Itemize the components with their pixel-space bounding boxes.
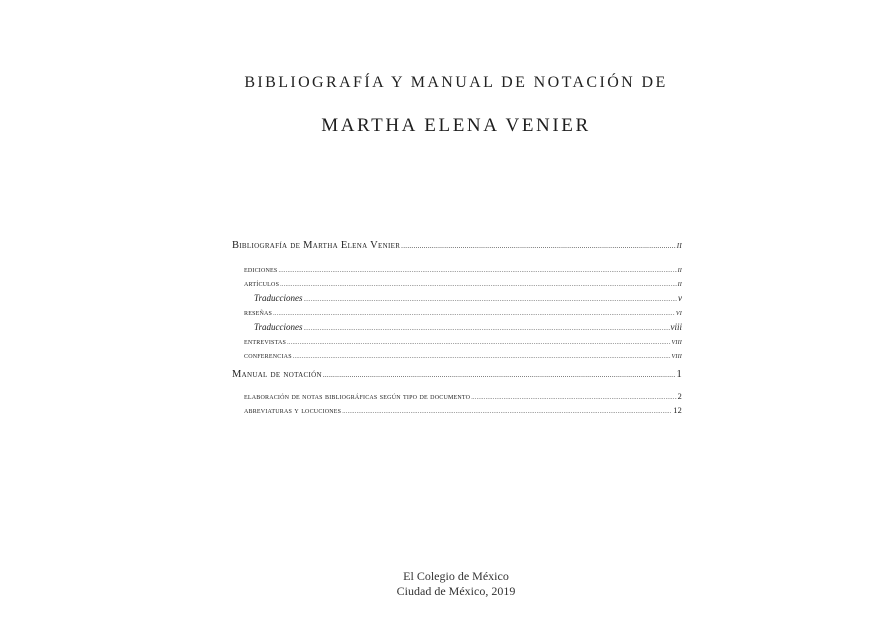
toc-entry-page: 1 <box>676 369 682 380</box>
toc-entry-label: abreviaturas y locuciones <box>244 406 342 415</box>
toc-entry-conferencias <box>244 351 682 360</box>
toc-entry-ediciones <box>244 265 682 274</box>
toc-leader-dots <box>323 371 676 379</box>
toc-entry-entrevistas <box>244 337 682 346</box>
toc-entry-resenas <box>244 308 682 317</box>
toc-entry-page: v <box>678 293 682 303</box>
toc-entry-abreviaturas <box>244 406 682 415</box>
toc-entry-label: conferencias <box>244 351 292 360</box>
toc-entry-label: Traducciones <box>254 322 303 332</box>
toc-entry-page: 12 <box>673 406 682 415</box>
toc-entry-traducciones-resenas <box>254 322 682 332</box>
toc-leader-dots <box>401 242 676 250</box>
toc-entry-manual <box>232 369 682 380</box>
toc-entry-page: ii <box>677 279 682 288</box>
toc-leader-dots <box>287 340 670 346</box>
toc-entry-elaboracion <box>244 392 682 401</box>
title-line-1: BIBLIOGRAFÍA Y MANUAL DE NOTACIÓN DE <box>244 74 668 91</box>
toc-entry-page: viii <box>671 351 682 360</box>
toc-entry-label: elaboración de notas bibliográficas según tipo de documento <box>244 392 471 401</box>
toc-entry-label: Traducciones <box>254 293 303 303</box>
toc-entry-articulos <box>244 279 682 288</box>
toc-entry-page: ii <box>676 240 682 251</box>
toc-entry-page: viii <box>671 337 682 346</box>
toc-entry-label: Bibliografía de Martha Elena Venier <box>232 240 401 251</box>
toc-entry-page: ii <box>677 265 682 274</box>
toc-entry-page: vi <box>675 308 682 317</box>
toc-leader-dots <box>280 282 676 288</box>
toc-entry-page: viii <box>670 322 682 332</box>
toc-entry-label: ediciones <box>244 265 278 274</box>
toc-leader-dots <box>304 326 670 332</box>
toc-entry-label: artículos <box>244 279 280 288</box>
toc-leader-dots <box>342 409 672 415</box>
toc-leader-dots <box>278 268 676 274</box>
toc-entry-traducciones-articulos <box>254 293 682 303</box>
toc-leader-dots <box>273 311 675 317</box>
footer-place-year: Ciudad de México, 2019 <box>396 584 516 598</box>
toc-entry-label: entrevistas <box>244 337 287 346</box>
toc-entry-label: Manual de notación <box>232 369 322 380</box>
toc-entry-bibliografia <box>232 240 682 251</box>
footer-institution: El Colegio de México <box>403 569 509 583</box>
toc-leader-dots <box>293 354 671 360</box>
toc-leader-dots <box>304 297 678 303</box>
toc-entry-page: 2 <box>677 392 682 401</box>
title-author-name: MARTHA ELENA VENIER <box>321 115 591 136</box>
toc-entry-label: reseñas <box>244 308 273 317</box>
toc-leader-dots <box>471 395 676 401</box>
